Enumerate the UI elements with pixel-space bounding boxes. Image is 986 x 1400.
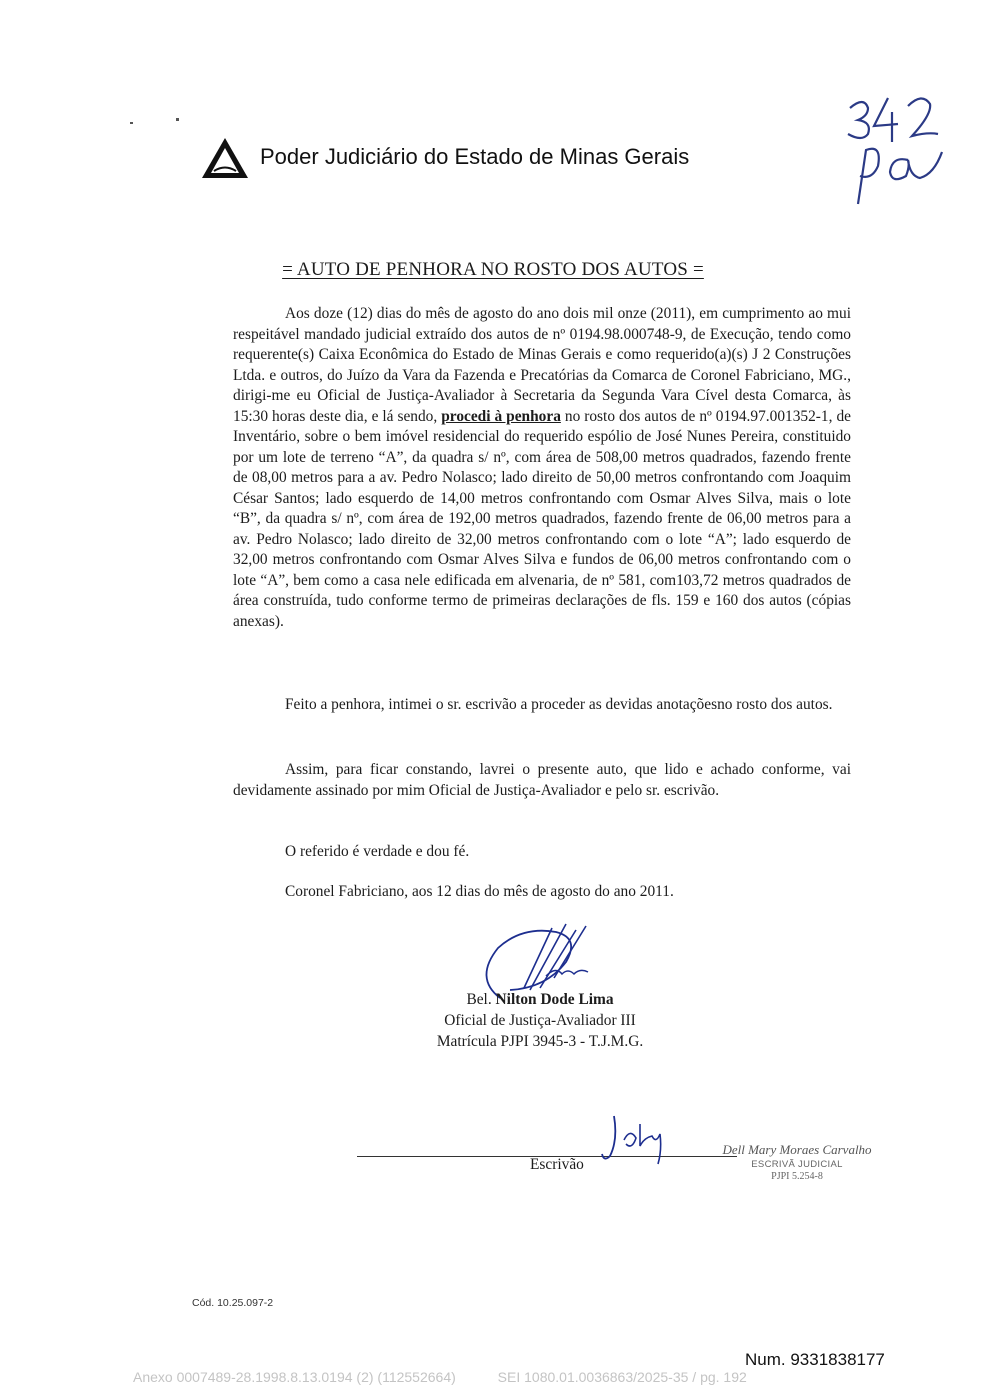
highlight-penhora: procedi à penhora [441,407,561,425]
clerk-label: Escrivão [530,1156,584,1173]
place-date: Coronel Fabriciano, aos 12 dias do mês de agosto do ano 2011. [285,883,674,900]
document-title: = AUTO DE PENHORA NO ROSTO DOS AUTOS = [282,259,704,280]
handwritten-page-number [838,86,958,206]
main-paragraph: Aos doze (12) dias do mês de agosto do ano dois mil onze (2011), em cumprimento ao mui respeitável mandado judicial extraído dos autos de nº 0194.98.000748-9, de Execução, tendo como requerente(s) Caixa Econômica do Estado de Minas Gerais e como requerido(a)(s) J 2 Construções Ltda. e outros, do Juízo da Vara da Fazenda e Precatórias da Comarca de Coronel Fabriciano, MG., dirigi-me eu Oficial de Justiça-Avaliador à Secretaria da Segunda Vara Cível desta Comarca, às 15:30 horas deste dia, e lá sendo, procedi à penhora no rosto dos autos de nº 0194.97.001352-1, de Inventário, sobre o bem imóvel residencial do requerido espólio de José Nunes Pereira, constituido por um lote de terreno “A”, da quadra s/ nº, com área de 508,00 metros quadrados, fazendo frente de 08,00 metros para a av. Pedro Nolasco; lado direito de 50,00 metros confrontando com Joaquim César Santos; lado esquerdo de 14,00 metros confrontando com Osmar Alves Silva, mais o lote “B”, da quadra s/ nº, com área de 192,00 metros quadrados, fazendo frente de 06,00 metros para a av. Pedro Nolasco; lado direito de 32,00 metros confrontando com o lote “A”; lado esquerdo de 32,00 metros confrontando com Osmar Alves Silva e fundos de 06,00 metros confrontando com o lote “A”, bem como a casa nele edificada em alvenaria, de nº 581, com103,72 metros quadrados de área construída, tudo conforme termo de primeiras declarações de fls. 159 e 160 dos autos (cópias anexas). [233,305,851,630]
court-logo-icon [200,136,250,180]
officer-title-prefix: Bel. [466,991,492,1008]
scan-speck [130,122,133,124]
officer-name: Nilton Dode Lima [495,991,614,1008]
clerk-signature [600,1110,680,1165]
stamp-role: ESCRIVÃ JUDICIAL [751,1159,843,1170]
court-name: Poder Judiciário do Estado de Minas Gerais [260,144,690,169]
footer-annex-text: Anexo 0007489-28.1998.8.13.0194 (2) (112552664) [133,1369,456,1385]
officer-role: Oficial de Justiça-Avaliador III [444,1012,636,1029]
closing-statement: O referido é verdade e dou fé. [285,843,470,860]
footer-sei-text: SEI 1080.01.0036863/2025-35 / pg. 192 [497,1369,747,1385]
document-number: Num. 9331838177 [745,1350,885,1369]
paragraph-penhora-feita: Feito a penhora, intimei o sr. escrivão a proceder as devidas anotaçõesno rosto dos autos. [285,696,833,713]
officer-registration: Matrícula PJPI 3945-3 - T.J.M.G. [436,1033,644,1050]
footer-annex [133,1369,747,1385]
stamp-name: Dell Mary Moraes Carvalho [722,1142,872,1157]
form-code: Cód. 10.25.097-2 [192,1297,274,1309]
scan-speck [176,118,179,121]
stamp-registration: PJPI 5.254-8 [771,1171,823,1182]
paragraph-assim: Assim, para ficar constando, lavrei o presente auto, que lido e achado conforme, vai devidamente assinado por mim Oficial de Justiça-Avaliador e pelo sr. escrivão. [233,761,851,799]
officer-signature-block [410,989,670,1052]
clerk-stamp [712,1142,882,1182]
